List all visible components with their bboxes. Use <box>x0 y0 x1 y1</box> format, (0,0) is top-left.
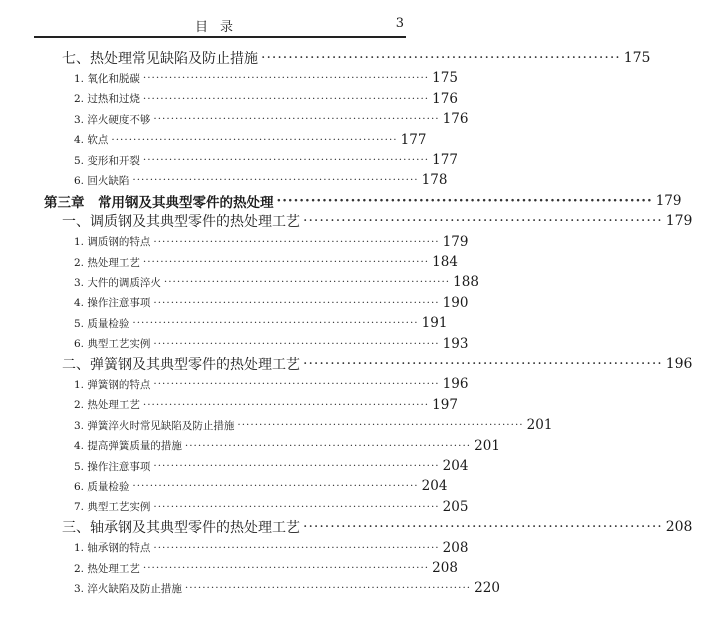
toc-entry-label: 第三章 常用钢及其典型零件的热处理 <box>44 194 274 211</box>
toc-leader-dots: ·································································· <box>142 72 430 85</box>
toc-item-row[interactable] <box>0 395 458 415</box>
toc-item-row[interactable] <box>0 538 469 558</box>
toc-leader-dots: ·································································· <box>303 213 663 230</box>
toc-leader-dots: ·································································· <box>111 133 398 146</box>
toc-entry-label: 1. 弹簧钢的特点 <box>74 378 151 391</box>
toc-entry-page-number: 208 <box>432 560 458 576</box>
toc-item-row[interactable] <box>0 272 479 292</box>
toc-entry-label: 4. 操作注意事项 <box>74 297 151 310</box>
toc-entry-page-number: 176 <box>432 90 458 107</box>
toc-leader-dots: ·································································· <box>184 439 472 452</box>
toc-entry-label: 7. 典型工艺实例 <box>74 501 151 514</box>
toc-entry-label: 6. 典型工艺实例 <box>74 338 151 351</box>
toc-entry-label: 3. 弹簧淬火时常见缺陷及防止措施 <box>74 419 235 432</box>
toc-leader-dots: ·································································· <box>153 113 440 126</box>
toc-entry-label: 6. 回火缺陷 <box>74 174 130 187</box>
toc-item-row[interactable] <box>0 334 469 354</box>
toc-entry-page-number: 177 <box>400 131 427 148</box>
toc-item-row[interactable] <box>0 313 448 333</box>
toc-entry-page-number: 201 <box>474 437 500 454</box>
toc-item-row[interactable] <box>0 293 469 313</box>
toc-entry-label: 1. 氧化和脱碳 <box>74 72 140 85</box>
toc-leader-dots: ·································································· <box>153 500 440 513</box>
toc-entry-label: 5. 操作注意事项 <box>74 460 151 473</box>
toc-leader-dots: ·································································· <box>303 519 663 536</box>
toc-entry-label: 一、调质钢及其典型零件的热处理工艺 <box>62 214 300 231</box>
toc-entry-label: 3. 大件的调质淬火 <box>74 276 161 289</box>
toc-entry-label: 5. 变形和开裂 <box>74 154 140 167</box>
toc-item-row[interactable] <box>0 476 448 496</box>
toc-leader-dots: ·································································· <box>153 460 440 472</box>
toc-entry-page-number: 204 <box>442 458 469 474</box>
toc-entry-label: 4. 提高弹簧质量的措施 <box>74 440 182 453</box>
toc-entry-label: 3. 淬火缺陷及防止措施 <box>74 582 182 595</box>
toc-leader-dots: ·································································· <box>132 174 419 187</box>
toc-leader-dots: ·································································· <box>153 235 440 248</box>
toc-item-row[interactable] <box>0 497 469 517</box>
toc-entry-page-number: 179 <box>665 213 693 230</box>
page-header <box>34 14 406 38</box>
toc-entry-page-number: 175 <box>623 50 651 66</box>
toc-item-row[interactable] <box>0 232 469 252</box>
toc-leader-dots: ·································································· <box>142 562 430 574</box>
toc-leader-dots: ·································································· <box>132 317 419 330</box>
toc-leader-dots: ·································································· <box>153 541 440 554</box>
toc-entry-label: 5. 质量检验 <box>74 317 130 330</box>
toc-item-row[interactable] <box>0 374 469 394</box>
toc-leader-dots: ·································································· <box>153 296 440 309</box>
toc-entry-page-number: 220 <box>474 580 500 597</box>
toc-entry-label: 三、轴承钢及其典型零件的热处理工艺 <box>62 520 300 537</box>
toc-item-row[interactable] <box>0 170 448 190</box>
toc-entry-label: 2. 热处理工艺 <box>74 562 140 575</box>
toc-leader-dots: ·································································· <box>142 256 430 268</box>
toc-entry-label: 1. 调质钢的特点 <box>74 236 151 249</box>
toc-entry-page-number: 177 <box>432 152 458 168</box>
toc-entry-page-number: 201 <box>526 417 553 434</box>
toc-entry-label: 1. 轴承钢的特点 <box>74 542 151 555</box>
toc-entry-page-number: 205 <box>442 498 469 515</box>
toc-leader-dots: ·································································· <box>142 398 430 411</box>
toc-entry-page-number: 190 <box>442 294 469 311</box>
toc-entry-page-number: 179 <box>442 233 469 250</box>
toc-leader-dots: ·································································· <box>303 356 663 372</box>
toc-entry-label: 2. 热处理工艺 <box>74 256 140 269</box>
toc-leader-dots: ·································································· <box>163 276 451 289</box>
toc-item-row[interactable] <box>0 89 458 109</box>
toc-entry-page-number: 196 <box>665 356 693 372</box>
toc-item-row[interactable] <box>0 578 500 598</box>
toc-entry-page-number: 204 <box>421 478 448 495</box>
toc-entry-page-number: 176 <box>442 111 469 128</box>
header-title: 目录 <box>194 20 245 35</box>
toc-leader-dots: ·································································· <box>237 419 524 432</box>
toc-leader-dots: ·································································· <box>153 337 440 350</box>
toc-section-row[interactable] <box>0 211 693 231</box>
toc-section-row[interactable] <box>0 48 651 68</box>
toc-entry-page-number: 188 <box>453 274 479 291</box>
toc-item-row[interactable] <box>0 252 458 272</box>
toc-leader-dots: ·································································· <box>184 582 472 595</box>
toc-item-row[interactable] <box>0 415 553 435</box>
toc-entry-label: 6. 质量检验 <box>74 480 130 493</box>
toc-entry-page-number: 208 <box>665 519 693 536</box>
toc-item-row[interactable] <box>0 68 458 88</box>
toc-entry-label: 2. 过热和过烧 <box>74 93 140 106</box>
toc-entry-page-number: 191 <box>421 315 448 332</box>
toc-entry-label: 4. 软点 <box>74 134 109 147</box>
toc-entry-label: 二、弹簧钢及其典型零件的热处理工艺 <box>62 357 300 373</box>
toc-entry-label: 2. 热处理工艺 <box>74 399 140 412</box>
toc-entry-page-number: 197 <box>432 396 458 413</box>
toc-leader-dots: ·································································· <box>132 480 419 493</box>
toc-entry-page-number: 208 <box>442 539 469 556</box>
toc-leader-dots: ·································································· <box>261 50 621 66</box>
toc-item-row[interactable] <box>0 130 431 150</box>
toc-item-row[interactable] <box>0 456 469 476</box>
toc-section-row[interactable] <box>0 517 693 537</box>
toc-chapter-row[interactable] <box>0 191 682 211</box>
toc-entry-page-number: 178 <box>421 172 448 189</box>
toc-entry-page-number: 196 <box>442 376 469 393</box>
toc-item-row[interactable] <box>0 558 458 578</box>
toc-leader-dots: ·································································· <box>276 192 653 209</box>
toc-entry-page-number: 175 <box>432 70 458 87</box>
toc-entry-label: 七、热处理常见缺陷及防止措施 <box>62 51 258 67</box>
toc-leader-dots: ·································································· <box>142 154 430 166</box>
toc-entry-page-number: 193 <box>442 335 469 352</box>
toc-entry-label: 3. 淬火硬度不够 <box>74 113 151 126</box>
toc-leader-dots: ·································································· <box>153 378 440 391</box>
toc-item-row[interactable] <box>0 150 458 170</box>
toc-section-row[interactable] <box>0 354 693 374</box>
header-page-number: 3 <box>395 16 404 31</box>
toc-entry-page-number: 184 <box>432 254 458 270</box>
toc-leader-dots: ·································································· <box>142 92 430 105</box>
toc-item-row[interactable] <box>0 109 469 129</box>
toc-item-row[interactable] <box>0 436 500 456</box>
toc-entry-page-number: 179 <box>655 192 682 209</box>
